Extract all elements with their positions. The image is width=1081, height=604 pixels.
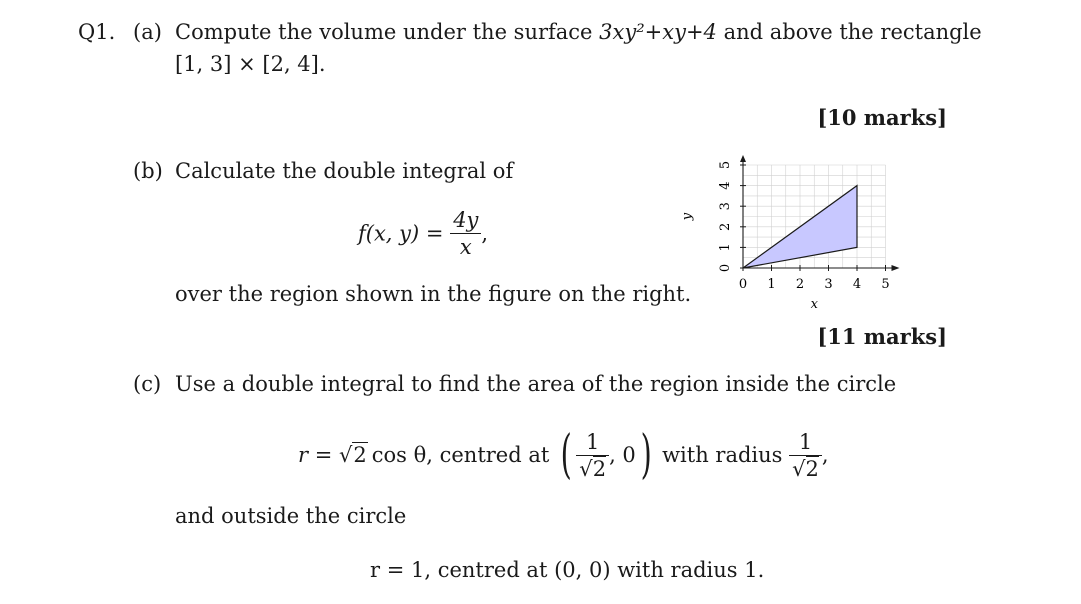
surface-expression: 3xy²+xy+4 — [599, 20, 717, 44]
part-b-marks: [11 marks] — [817, 324, 947, 349]
question-number: Q1. — [78, 20, 116, 44]
x-tick-label: 3 — [824, 277, 833, 292]
sqrt-2: √2 — [339, 443, 367, 467]
part-a-label: (a) — [133, 20, 162, 44]
part-b-label: (b) — [133, 159, 163, 183]
x-tick-label: 5 — [881, 277, 890, 292]
x-tick-label: 0 — [738, 277, 748, 292]
y-axis-arrow — [740, 155, 746, 162]
y-tick-labels — [718, 161, 746, 272]
part-a-text: Compute the volume under the surface 3xy²+xy+4 and above the rectangle — [175, 20, 982, 44]
y-axis-label: y — [680, 212, 695, 221]
part-c-label: (c) — [133, 372, 162, 396]
part-c-text: Use a double integral to find the area of the region inside the circle — [175, 372, 897, 396]
y-tick-label: 1 — [718, 243, 733, 252]
y-tick-label: 0 — [718, 263, 733, 273]
part-b-text: Calculate the double integral of — [175, 159, 514, 183]
region-chart — [680, 150, 900, 315]
part-c-text-2: and outside the circle — [175, 504, 407, 528]
fraction-1-over-sqrt2: $\frac{1}{√2}$ — [576, 430, 609, 481]
x-axis-label: x — [810, 297, 818, 312]
part-b-text-2: over the region shown in the figure on the right. — [175, 282, 692, 306]
x-tick-labels — [739, 265, 890, 292]
fraction-4y-over-x: $\frac{4y}{x}$ — [450, 208, 481, 259]
x-tick-label: 2 — [795, 277, 805, 292]
radius-fraction: $\frac{1}{√2}$ — [789, 430, 822, 481]
x-tick-label: 4 — [852, 277, 862, 292]
y-tick-label: 5 — [718, 160, 733, 170]
x-tick-label: 1 — [767, 277, 776, 292]
rectangle-expression: [1, 3] × [2, 4]. — [175, 52, 326, 76]
circle-equation-1: r = √2 cos θ, centred at ( $\frac{1}{√2}$ , 0 ) with radius $\frac{1}{√2}$ , — [298, 425, 829, 485]
y-tick-label: 4 — [718, 181, 733, 190]
function-definition: f(x, y) = $\frac{4y}{x}$ , — [358, 208, 489, 259]
x-axis-arrow — [892, 265, 900, 271]
part-a-marks: [10 marks] — [817, 105, 947, 130]
y-tick-label: 2 — [718, 222, 733, 231]
y-tick-label: 3 — [718, 202, 733, 211]
circle-equation-2: r = 1, centred at (0, 0) with radius 1. — [370, 558, 765, 582]
